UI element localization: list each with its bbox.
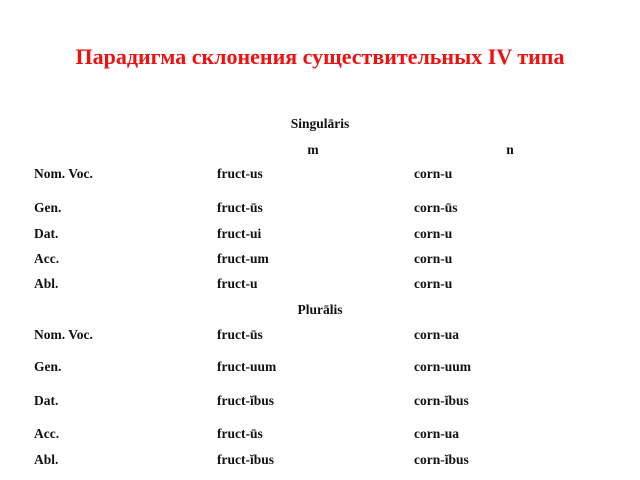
singular-m-dat: fruct-ui: [217, 226, 262, 241]
singular-n-dat: corn-u: [414, 226, 453, 241]
singular-m-gen: fruct-ūs: [217, 200, 263, 215]
gender-n-header: n: [506, 142, 514, 157]
plural-m-acc: fruct-ūs: [217, 426, 263, 441]
singular-m-acc: fruct-um: [217, 251, 269, 266]
plural-case-abl: Abl.: [34, 452, 59, 467]
plural-m-gen: fruct-uum: [217, 359, 277, 374]
plural-n-dat: corn-ĭbus: [414, 393, 469, 408]
plural-case-acc: Acc.: [34, 426, 60, 441]
plural-case-dat: Dat.: [34, 393, 59, 408]
plural-m-nom: fruct-ūs: [217, 327, 263, 342]
plural-n-acc: corn-ua: [414, 426, 459, 441]
gender-m-header: m: [307, 142, 319, 157]
singular-case-gen: Gen.: [34, 200, 62, 215]
singular-m-abl: fruct-u: [217, 276, 258, 291]
plural-n-gen: corn-uum: [414, 359, 471, 374]
singular-n-abl: corn-u: [414, 276, 453, 291]
plural-case-nom: Nom. Voc.: [34, 327, 93, 342]
singular-case-dat: Dat.: [34, 226, 59, 241]
plural-n-nom: corn-ua: [414, 327, 459, 342]
plural-m-abl: fruct-ĭbus: [217, 452, 274, 467]
slide-title: Парадигма склонения существительных IV типа: [75, 44, 565, 69]
singular-case-nom: Nom. Voc.: [34, 166, 93, 181]
singular-case-abl: Abl.: [34, 276, 59, 291]
plural-heading: Plurālis: [297, 302, 343, 317]
singular-n-gen: corn-ūs: [414, 200, 458, 215]
singular-m-nom: fruct-us: [217, 166, 263, 181]
singular-heading: Singulāris: [290, 116, 350, 131]
singular-n-nom: corn-u: [414, 166, 453, 181]
plural-case-gen: Gen.: [34, 359, 62, 374]
singular-case-acc: Acc.: [34, 251, 60, 266]
singular-n-acc: corn-u: [414, 251, 453, 266]
plural-m-dat: fruct-ĭbus: [217, 393, 274, 408]
plural-n-abl: corn-ĭbus: [414, 452, 469, 467]
